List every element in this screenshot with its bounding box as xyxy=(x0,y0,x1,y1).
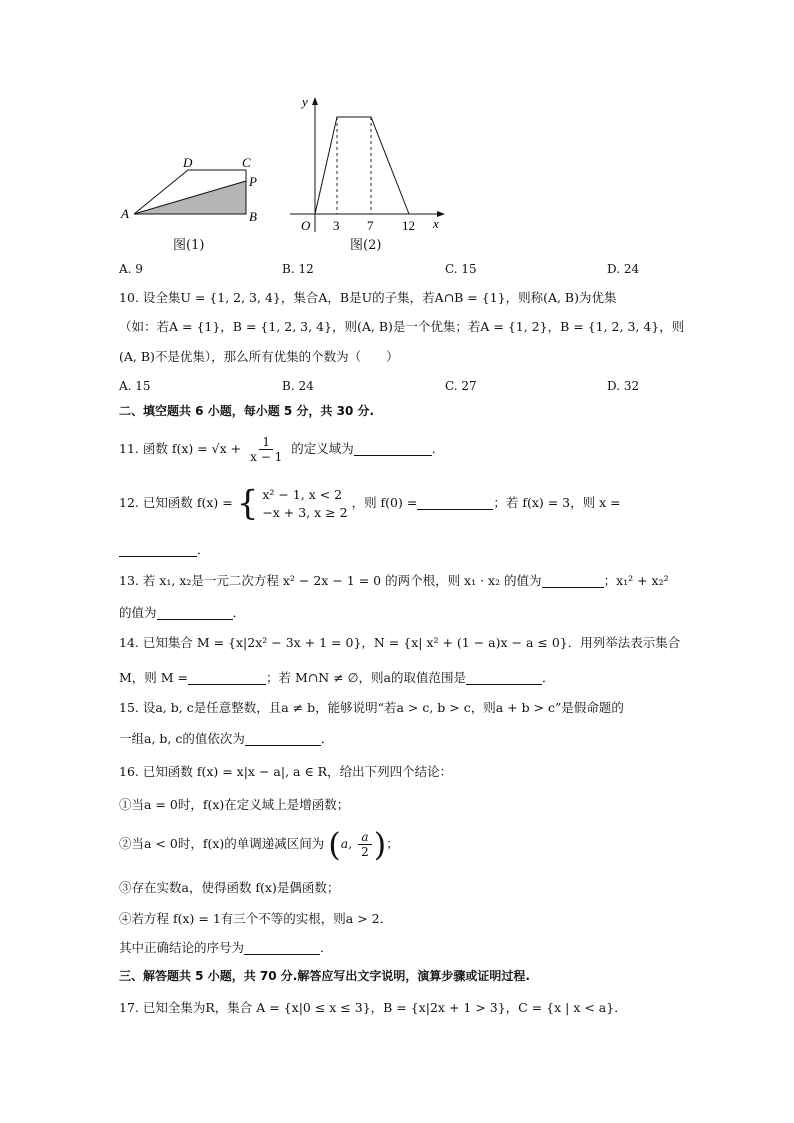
figure-1-caption: 图(1) xyxy=(173,238,205,253)
section-3-heading: 三、解答题共 5 小题，共 70 分.解答应写出文字说明，演算步骤或证明过程. xyxy=(119,969,530,983)
q12-answer-blank-1[interactable] xyxy=(417,495,493,510)
q12-mid: ，则 f(0) = xyxy=(351,495,418,510)
q14-text-2b: ；若 M∩N ≠ ∅，则a的取值范围是 xyxy=(266,670,466,685)
q10-option-a: A. 15 xyxy=(119,379,151,393)
q16-numerator: a xyxy=(358,830,371,845)
q10-line-2: （如：若A = {1}，B = {1, 2, 3, 4}，则(A, B)是一个优集；若A = {1, 2}，B = {1, 2, 3, 4}，则 xyxy=(119,319,685,334)
q14-answer-blank-2[interactable] xyxy=(466,670,542,685)
q12-cases xyxy=(262,486,347,522)
q16-denominator: 2 xyxy=(361,845,369,859)
q16-line-1: 16. 已知函数 f(x) = x|x − a|, a ∈ R，给出下列四个结论： xyxy=(119,764,453,779)
q15-line-1: 15. 设a, b, c是任意整数，且a ≠ b，能够说明“若a > c, b > c，则a + b > c”是假命题的 xyxy=(119,700,624,715)
q11-denominator: x − 1 xyxy=(250,450,283,464)
y-axis-arrow xyxy=(312,97,318,105)
q11-numerator: 1 xyxy=(259,435,273,450)
axis-label-x: x xyxy=(433,216,439,231)
q13-text-1b: ；x₁² + x₂² xyxy=(603,573,669,588)
q9-option-b: B. 12 xyxy=(282,262,314,276)
q16-tail xyxy=(119,938,333,958)
q10-line-1: 10. 设全集U = {1, 2, 3, 4}，集合A，B是U的子集，若A∩B = {1}，则称(A, B)为优集 xyxy=(119,290,617,305)
q15-answer-blank[interactable] xyxy=(245,731,321,746)
q9-option-d: D. 24 xyxy=(607,262,640,276)
figure-2-graph xyxy=(285,90,455,235)
q16-statement-2 xyxy=(119,822,399,867)
label-c: C xyxy=(242,155,251,170)
q13-line-1 xyxy=(119,571,669,591)
q14-period: ． xyxy=(541,670,555,685)
q10-option-d: D. 32 xyxy=(607,379,640,393)
q13-text-1: 13. 若 x₁, x₂是一元二次方程 x² − 2x − 1 = 0 的两个根，则 x₁ · x₂ 的值为 xyxy=(119,573,542,588)
q11-prefix: 11. 函数 f(x) = √x + xyxy=(119,441,242,456)
q13-line-2 xyxy=(119,603,245,623)
q16-s2-a: a, xyxy=(340,836,353,851)
q13-answer-blank-2[interactable] xyxy=(157,605,233,620)
q15-period: ． xyxy=(320,731,334,746)
q12-period: ． xyxy=(197,542,210,557)
tick-label-7: 7 xyxy=(367,218,374,233)
q10-option-c: C. 27 xyxy=(445,379,477,393)
q12-brace: { xyxy=(236,483,259,524)
q14-text-2a: M，则 M = xyxy=(119,670,189,685)
function-graph xyxy=(315,117,409,214)
q14-answer-blank-1[interactable] xyxy=(188,670,266,685)
q16-statement-1: ①当a = 0时，f(x)在定义域上是增函数； xyxy=(119,797,350,812)
q12-answer-blank-2[interactable] xyxy=(119,542,197,557)
q11 xyxy=(119,432,444,466)
q12 xyxy=(119,478,621,528)
origin-label: O xyxy=(301,218,311,233)
q16-statement-3: ③存在实数a，使得函数 f(x)是偶函数； xyxy=(119,880,340,895)
q14-line-1: 14. 已知集合 M = {x|2x² − 3x + 1 = 0}，N = {x| x² + (1 − a)x − a ≤ 0}．用列举法表示集合 xyxy=(119,635,681,650)
q15-line-2 xyxy=(119,729,333,749)
q12-prefix: 12. 已知函数 f(x) = xyxy=(119,495,233,510)
q16-answer-blank[interactable] xyxy=(244,940,320,955)
q11-answer-blank[interactable] xyxy=(354,441,432,456)
figure-1-quadrilateral xyxy=(110,150,270,230)
q11-period: ． xyxy=(431,441,445,456)
label-d: D xyxy=(183,155,193,170)
tick-label-12: 12 xyxy=(402,218,415,233)
axis-label-y: y xyxy=(302,94,308,109)
label-a: A xyxy=(121,206,129,221)
section-2-heading: 二、填空题共 6 小题，每小题 5 分，共 30 分. xyxy=(119,404,375,418)
q16-period: ． xyxy=(320,940,333,955)
label-p: P xyxy=(249,174,257,189)
q10-line-3: (A, B)不是优集），那么所有优集的个数为（ ） xyxy=(119,349,399,364)
q16-paren-left: ( xyxy=(328,825,341,864)
q11-fraction xyxy=(247,435,285,464)
q13-answer-blank-1[interactable] xyxy=(542,573,604,588)
q17: 17. 已知全集为R，集合 A = {x|0 ≤ x ≤ 3}，B = {x|2x + 1 > 3}，C = {x | x < a}． xyxy=(119,1000,627,1015)
q10-option-b: B. 24 xyxy=(282,379,314,393)
q9-option-c: C. 15 xyxy=(445,262,477,276)
q13-period: ． xyxy=(232,605,246,620)
q16-s2-end: ； xyxy=(386,836,399,851)
q14-line-2 xyxy=(119,668,555,688)
label-b: B xyxy=(249,209,257,224)
q16-s2-text: ②当a < 0时，f(x)的单调递减区间为 xyxy=(119,836,325,851)
q16-statement-4: ④若方程 f(x) = 1有三个不等的实根，则a > 2． xyxy=(119,911,393,926)
q12-case-1: x² − 1, x < 2 xyxy=(262,486,343,502)
q13-text-2: 的值为 xyxy=(119,605,157,620)
q15-text-2: 一组a, b, c的值依次为 xyxy=(119,731,245,746)
q16-fraction xyxy=(358,830,372,859)
q12-case-2: −x + 3, x ≥ 2 xyxy=(262,504,348,520)
q16-tail-text: 其中正确结论的序号为 xyxy=(119,940,245,955)
q9-option-a: A. 9 xyxy=(119,262,143,276)
q12-line-2 xyxy=(119,540,210,560)
q16-paren-right: ) xyxy=(373,825,387,864)
q11-suffix: 的定义域为 xyxy=(291,441,354,456)
q12-mid2: ；若 f(x) = 3，则 x = xyxy=(493,495,621,510)
figure-2-caption: 图(2) xyxy=(350,238,382,253)
tick-label-3: 3 xyxy=(333,218,340,233)
